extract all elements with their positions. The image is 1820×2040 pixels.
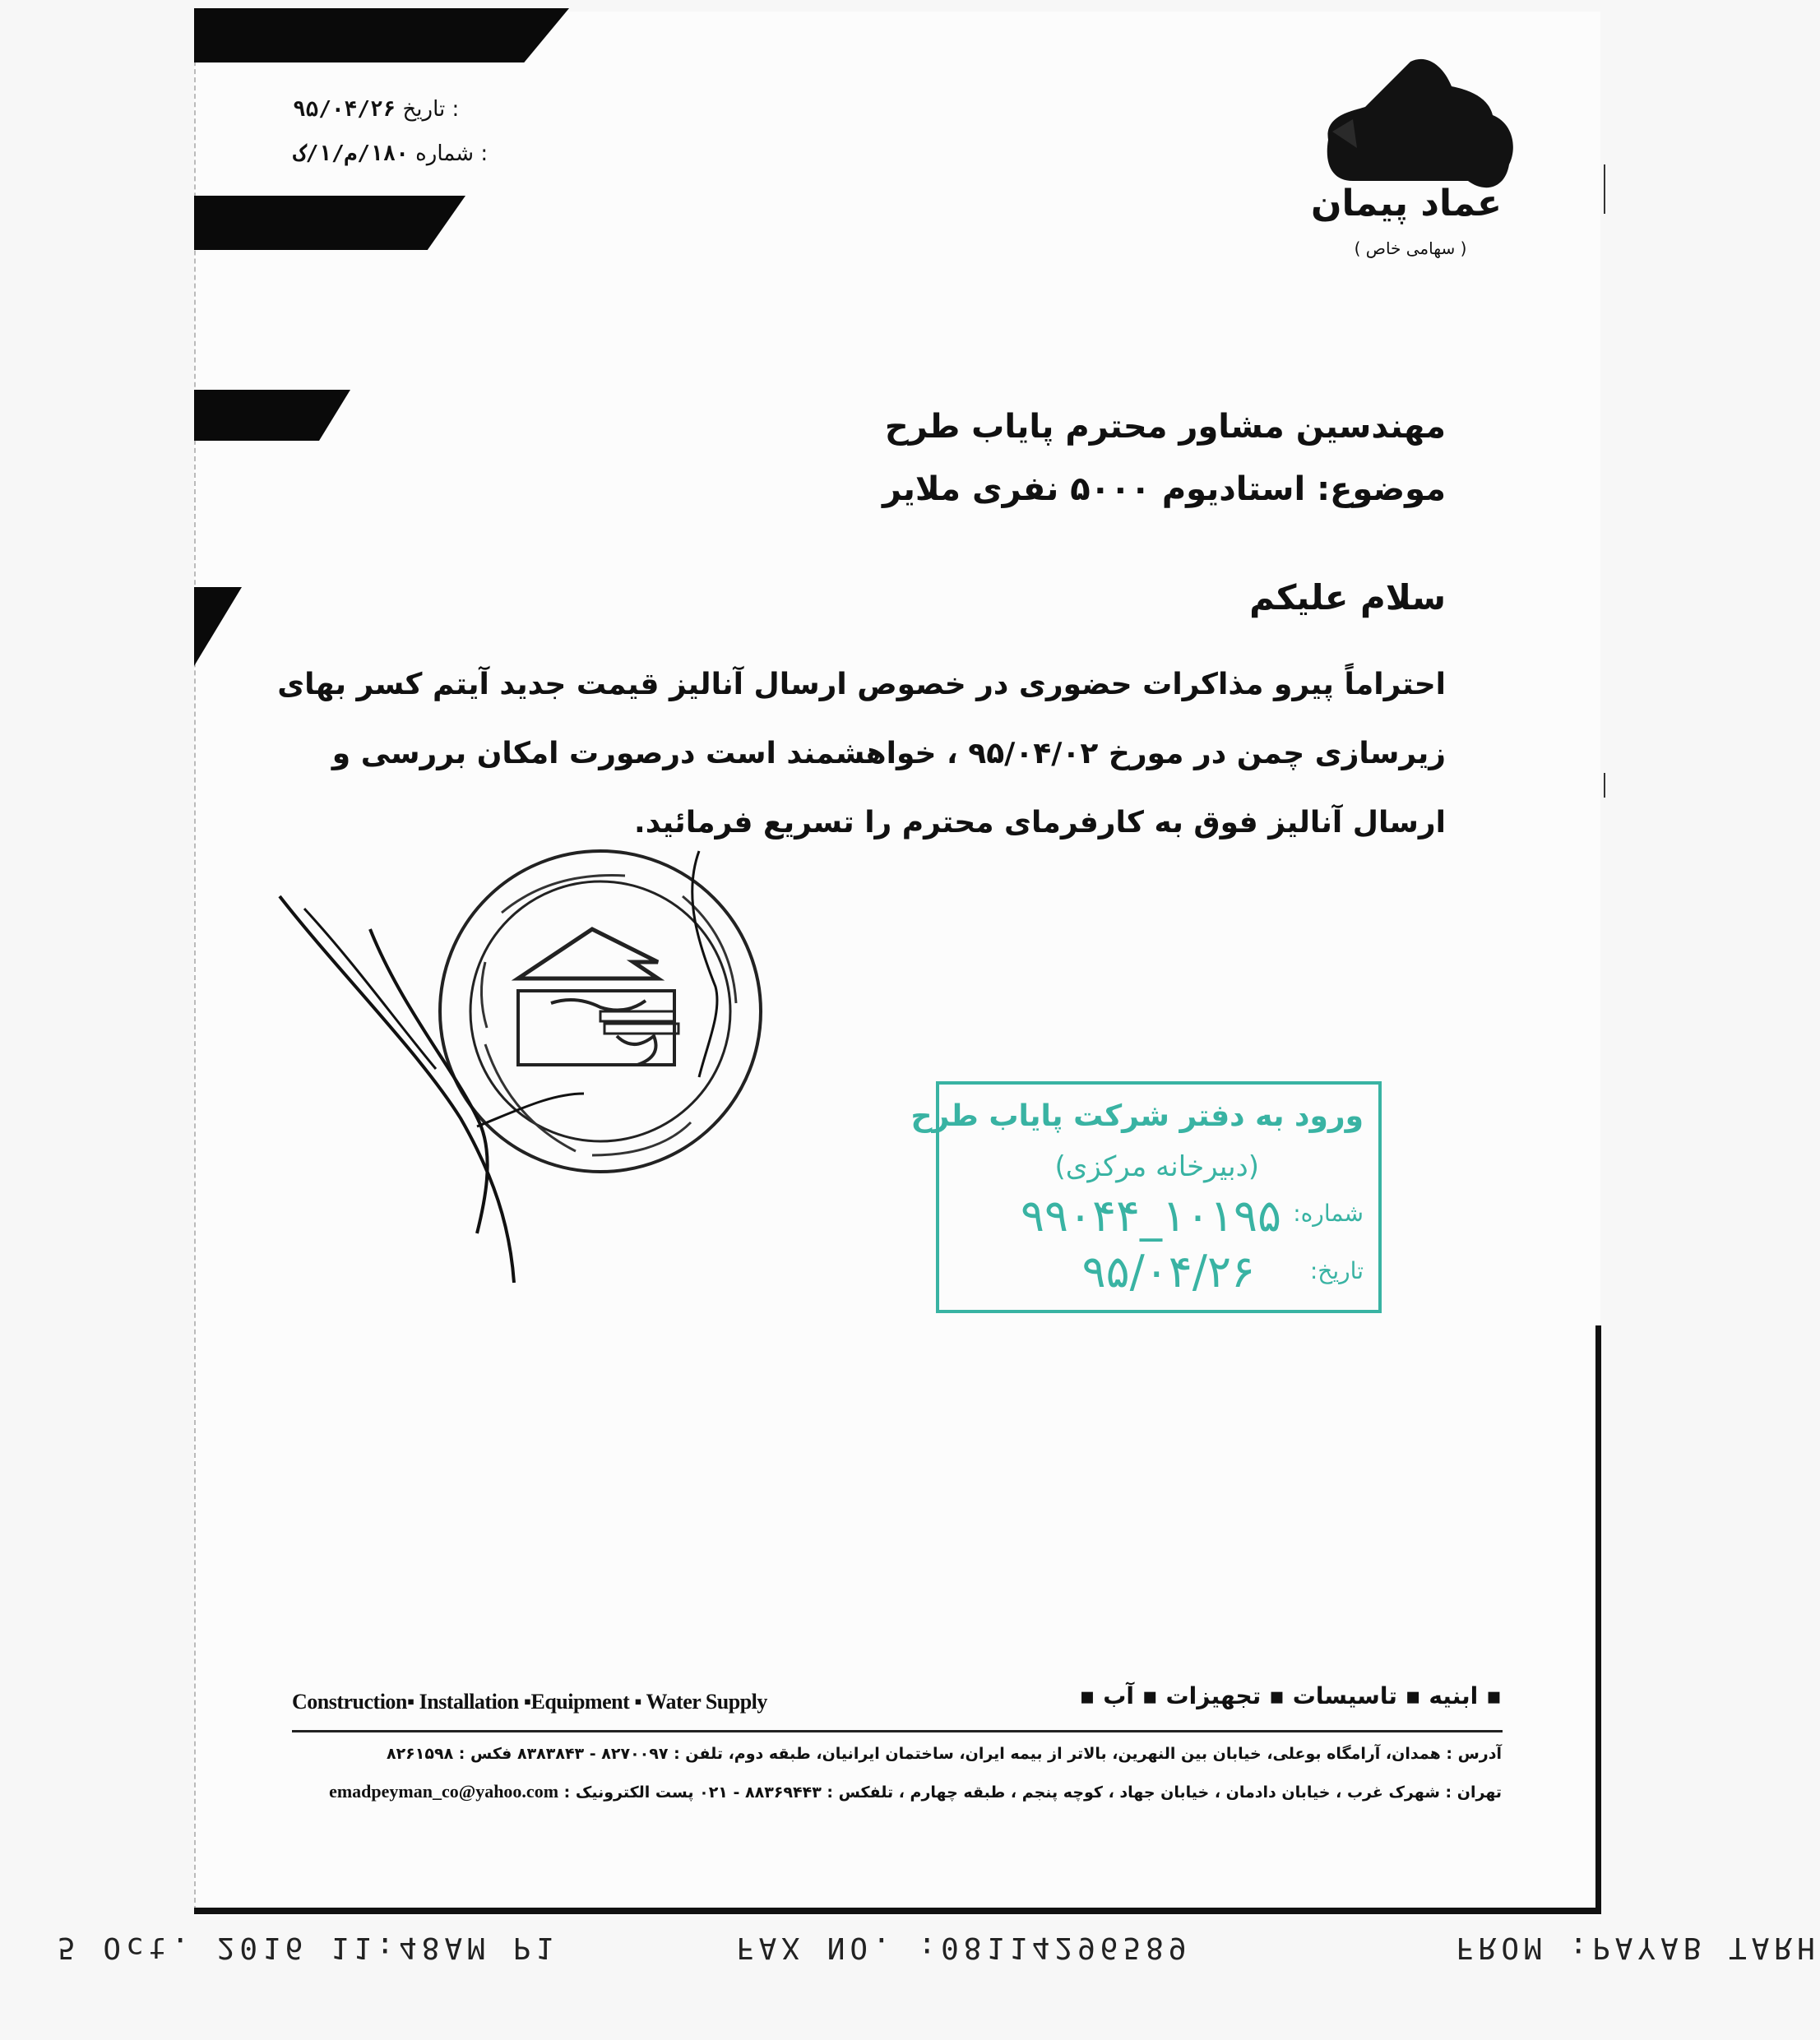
registration-date-label: تاریخ: — [1309, 1257, 1364, 1284]
page-right-edge — [1595, 1325, 1601, 1913]
page-left-edge — [194, 12, 197, 1911]
date-label: : تاریخ — [402, 97, 460, 122]
recipient: مهندسین مشاور محترم پایاب طرح — [884, 408, 1446, 446]
redaction-bar — [194, 8, 569, 62]
footer-address-hamedan: آدرس : همدان، آرامگاه بوعلی، خیابان بین النهرین، بالاتر از بیمه ایران، ساختمان ایرانیان، طبقه دوم، تلفن : ۸۲۷۰۰۹۷ - ۸۳۸۳۸۴۳ فکس : ۸۲۶۱۵۹۸ — [386, 1745, 1502, 1763]
number-label: : شماره — [415, 141, 489, 166]
edge-mark — [1604, 773, 1605, 798]
body-line: احتراماً پیرو مذاکرات حضوری در خصوص ارسال آنالیز قیمت جدید آیتم کسر بهای — [277, 668, 1446, 701]
footer-persian-services: ▪ ابنیه ▪ تاسیسات ▪ تجهیزات ▪ آب ▪ — [1079, 1682, 1502, 1709]
registration-stamp-title: ورود به دفتر شرکت پایاب طرح — [910, 1099, 1364, 1133]
footer-email: emadpeyman_co@yahoo.com — [329, 1781, 559, 1802]
footer-rule — [292, 1730, 1503, 1732]
fax-header-fax-number: FAX NO. :08114296589 — [736, 1931, 1192, 1964]
registration-number-value: ۱۰۱۹۵_۹۹۰۴۴ — [1020, 1190, 1281, 1242]
signature-icon — [271, 847, 732, 1291]
registration-stamp-subtitle: (دبیرخانه مرکزی) — [1054, 1150, 1259, 1183]
body-line: ارسال آنالیز فوق به کارفرمای محترم را تسریع فرمائید. — [634, 806, 1446, 840]
body-line: زیرسازی چمن در مورخ ۹۵/۰۴/۰۲ ، خواهشمند است درصورت امکان بررسی و — [331, 737, 1446, 770]
registration-number-label: شماره: — [1293, 1200, 1364, 1227]
company-name: عماد پیمان — [1310, 183, 1503, 224]
number-field — [293, 141, 488, 166]
footer-address-tehran-text: تهران : شهرک غرب ، خیابان دادمان ، خیابان جهاد ، کوچه پنجم ، طبقه چهارم ، تلفکس : ۸۸۳۶۹۴۴۳ - ۰۲۱ پست الکترونیک : — [563, 1783, 1502, 1802]
date-field — [293, 97, 459, 122]
date-value: ۹۵/۰۴/۲۶ — [293, 97, 396, 122]
greeting: سلام علیکم — [1249, 577, 1446, 618]
page-bottom-edge — [194, 1908, 1601, 1914]
edge-mark — [1604, 164, 1605, 214]
number-value: ۱۸۰/م/۱/ک — [293, 141, 409, 166]
registration-date-value: ۹۵/۰۴/۲۶ — [1081, 1246, 1255, 1298]
fax-header-sender: FROM :PAYAB TARH — [1456, 1931, 1820, 1964]
footer-address-tehran — [291, 1781, 1502, 1802]
registration-stamp — [910, 1081, 1382, 1313]
fax-header-datetime: 5 Oct. 2016 11:48AM P1 — [58, 1931, 558, 1964]
redaction-bar — [194, 196, 465, 250]
subject: موضوع: استادیوم ۵۰۰۰ نفری ملایر — [882, 470, 1446, 508]
company-type: ( سهامی خاص ) — [1354, 238, 1467, 258]
footer-english-services: Construction▪ Installation ▪Equipment ▪ Water Supply — [292, 1690, 767, 1714]
